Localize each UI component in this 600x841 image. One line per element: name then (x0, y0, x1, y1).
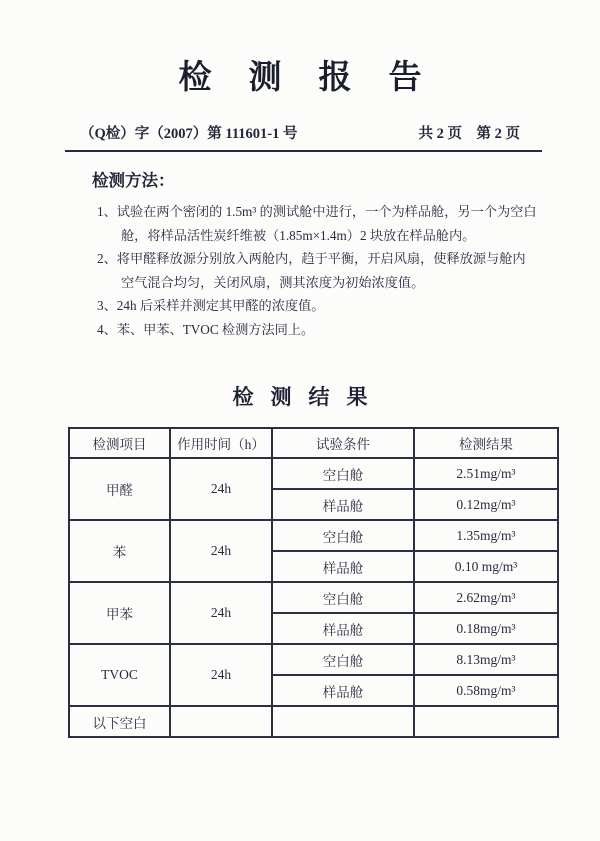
condition-cell: 空白舱 (272, 520, 414, 551)
time-cell: 24h (170, 458, 272, 520)
empty-cell (170, 706, 272, 737)
result-cell: 0.10 mg/m³ (414, 551, 558, 582)
empty-cell (272, 706, 414, 737)
methods-heading: 检测方法： (92, 171, 175, 191)
footer-note-cell: 以下空白 (69, 706, 170, 737)
result-cell: 0.12mg/m³ (414, 489, 558, 520)
item-cell: 苯 (69, 520, 170, 582)
item-cell: 甲醛 (69, 458, 170, 520)
condition-cell: 样品舱 (272, 675, 414, 706)
method-item-4: 4、苯、甲苯、TVOC 检测方法同上。 (97, 321, 315, 337)
table-row (69, 582, 558, 613)
result-cell: 2.62mg/m³ (414, 582, 558, 613)
header-divider (65, 150, 542, 152)
method-item-2: 2、将甲醛释放源分别放入两舱内，趋于平衡，开启风扇，使释放源与舱内空气混合均匀，关闭风扇，测其浓度为初始浓度值。 (97, 251, 526, 290)
methods-section (0, 167, 600, 341)
doc-number: （Q检）字（2007）第 111601-1 号 (80, 126, 298, 143)
doc-header-row (80, 122, 520, 143)
table-header-row (69, 428, 558, 458)
result-cell: 0.18mg/m³ (414, 613, 558, 644)
result-cell: 0.58mg/m³ (414, 675, 558, 706)
method-item-3: 3、24h 后采样并测定其甲醛的浓度值。 (97, 298, 325, 314)
condition-cell: 空白舱 (272, 644, 414, 675)
table-row (69, 644, 558, 675)
result-cell: 2.51mg/m³ (414, 458, 558, 489)
result-cell: 1.35mg/m³ (414, 520, 558, 551)
page-title: 检测报告 (178, 60, 459, 96)
header-result: 检测结果 (414, 428, 558, 458)
time-cell: 24h (170, 520, 272, 582)
time-cell: 24h (170, 644, 272, 706)
methods-list (97, 200, 537, 341)
condition-cell: 空白舱 (272, 458, 414, 489)
condition-cell: 样品舱 (272, 551, 414, 582)
condition-cell: 样品舱 (272, 489, 414, 520)
empty-cell (414, 706, 558, 737)
results-table (68, 427, 559, 738)
item-cell: TVOC (69, 644, 170, 706)
header-time: 作用时间（h） (170, 428, 272, 458)
page-counter: 共 2 页 第 2 页 (418, 126, 520, 143)
table-row (69, 520, 558, 551)
header-condition: 试验条件 (272, 428, 414, 458)
condition-cell: 样品舱 (272, 613, 414, 644)
table-footer-row (69, 706, 558, 737)
item-cell: 甲苯 (69, 582, 170, 644)
results-heading: 检测结果 (232, 385, 385, 410)
result-cell: 8.13mg/m³ (414, 644, 558, 675)
time-cell: 24h (170, 582, 272, 644)
table-row (69, 458, 558, 489)
header-item: 检测项目 (69, 428, 170, 458)
condition-cell: 空白舱 (272, 582, 414, 613)
method-item-1: 1、试验在两个密闭的 1.5m³ 的测试舱中进行，一个为样品舱，另一个为空白舱，将样品活性炭纤维被（1.85m×1.4m）2 块放在样品舱内。 (97, 204, 537, 243)
